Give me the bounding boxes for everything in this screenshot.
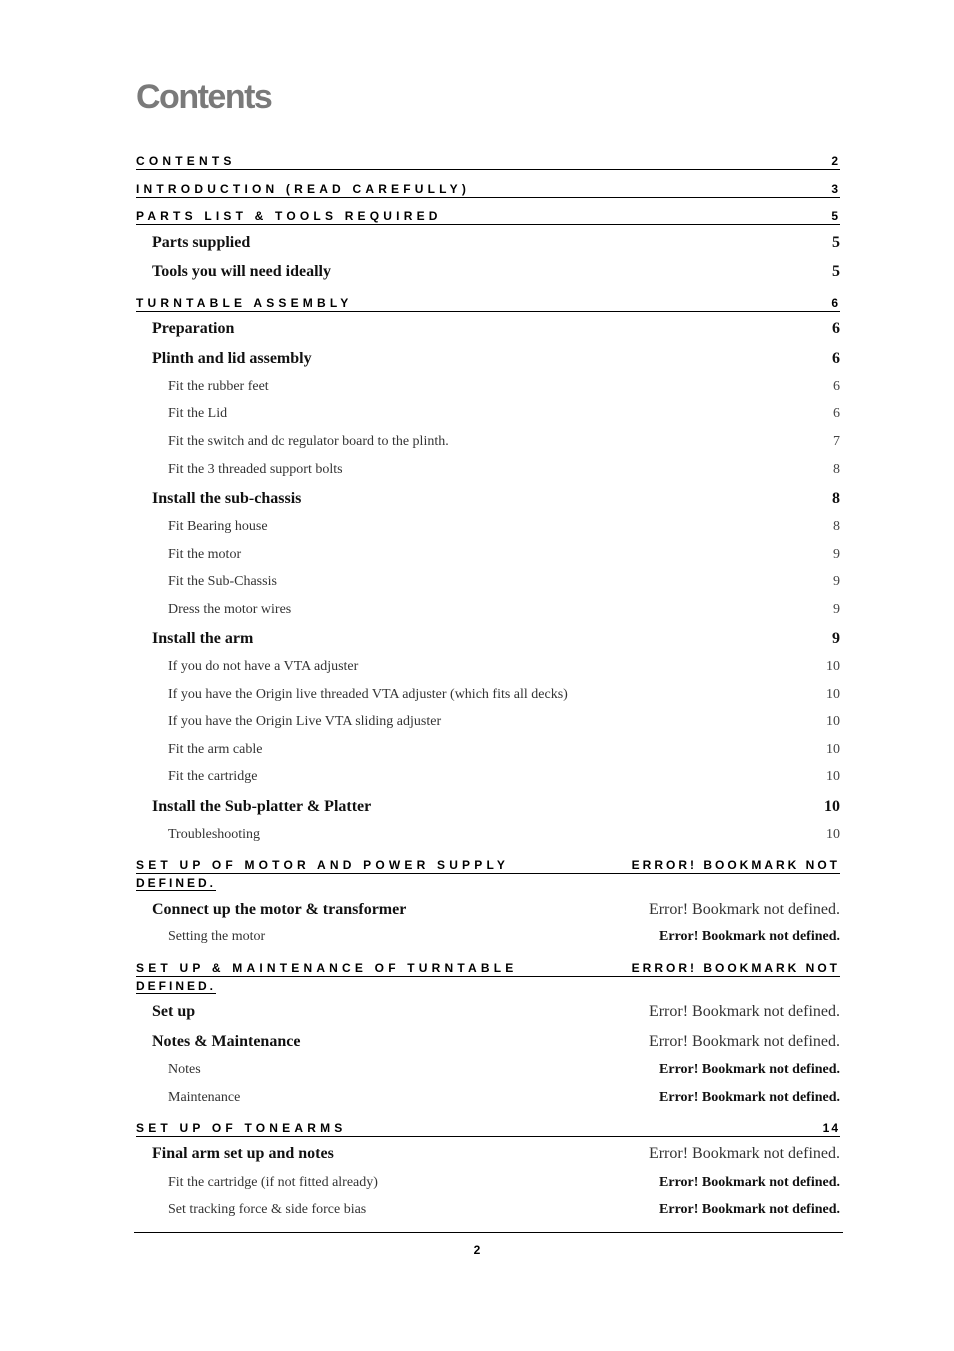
toc-page-ref: 10 [826,714,840,729]
toc-page-ref: 9 [833,602,840,617]
toc-section[interactable] [136,901,840,919]
toc-page-ref: 10 [826,742,840,757]
toc-page-ref: Error! Bookmark not defined. [659,929,840,944]
toc-section[interactable] [136,798,840,816]
toc-page-ref: 10 [826,659,840,674]
toc-subsection[interactable] [136,929,840,945]
toc-subsection[interactable] [136,1062,840,1078]
toc-label: Fit the Lid [168,406,228,421]
toc-label: Preparation [152,320,235,337]
toc-subsection[interactable] [136,769,840,785]
toc-page-ref: 9 [833,574,840,589]
toc-label: Dress the motor wires [168,602,292,617]
toc-label: INTRODUCTION (READ CAREFULLY) [136,182,471,196]
toc-page-ref: Error! Bookmark not defined. [648,1145,840,1162]
toc-label: Connect up the motor & transformer [152,901,407,918]
toc-subsection[interactable] [136,827,840,843]
toc-section[interactable] [136,490,840,508]
toc-label: Plinth and lid assembly [152,350,312,367]
toc-label: SET UP OF MOTOR AND POWER SUPPLY [136,858,510,872]
toc-page-ref: Error! Bookmark not defined. [659,1202,840,1217]
toc-subsection[interactable] [136,574,840,590]
toc-label: Install the arm [152,630,254,647]
toc-label: Setting the motor [168,929,266,944]
toc-subsection[interactable] [136,406,840,422]
toc-subsection[interactable] [136,742,840,758]
toc-page-ref-continued: DEFINED. [136,979,217,993]
toc-page-ref: 6 [833,379,840,394]
toc-label: Fit the Sub-Chassis [168,574,277,589]
toc-page-ref: 2 [831,154,840,168]
footer-divider [134,1232,843,1233]
toc-page-ref: Error! Bookmark not defined. [659,1062,840,1077]
toc-section[interactable] [136,350,840,368]
toc-subsection[interactable] [136,659,840,675]
toc-page-ref: 10 [826,769,840,784]
toc-subsection[interactable] [136,602,840,618]
toc-page-ref: 6 [831,296,840,310]
toc-page-ref: Error! Bookmark not defined. [659,1090,840,1105]
toc-label: Parts supplied [152,234,251,251]
page-title: Contents [136,78,272,116]
toc-page-ref: 10 [826,687,840,702]
toc-page-ref: ERROR! BOOKMARK NOT [631,858,840,872]
toc-section[interactable] [136,1033,840,1051]
toc-subsection[interactable] [136,1175,840,1191]
toc-page-ref: Error! Bookmark not defined. [648,901,840,918]
toc-page-ref: 6 [832,320,840,337]
toc-page-ref: 7 [833,434,840,449]
toc-page-ref: Error! Bookmark not defined. [648,1003,840,1020]
page-number: 2 [473,1243,481,1257]
toc-label: Set up [152,1003,196,1020]
toc-label: SET UP & MAINTENANCE OF TURNTABLE [136,961,518,975]
toc-section[interactable] [136,234,840,252]
toc-page-ref: 8 [833,519,840,534]
toc-subsection[interactable] [136,379,840,395]
toc-label: Fit the rubber feet [168,379,269,394]
toc-label: Tools you will need ideally [152,263,331,280]
toc-page-ref: 8 [833,462,840,477]
toc-page-ref: 5 [832,234,840,251]
toc-label: Fit the switch and dc regulator board to the plinth. [168,434,449,449]
toc-section[interactable] [136,320,840,338]
toc-page-ref: ERROR! BOOKMARK NOT [631,961,840,975]
toc-subsection[interactable] [136,462,840,478]
toc-label: Install the sub-chassis [152,490,302,507]
toc-label: SET UP OF TONEARMS [136,1121,347,1135]
toc-heading[interactable] [136,295,840,312]
toc-subsection[interactable] [136,1202,840,1218]
toc-label: Troubleshooting [168,827,261,842]
toc-page-ref: Error! Bookmark not defined. [659,1175,840,1190]
toc-heading[interactable] [136,181,840,198]
toc-label: CONTENTS [136,154,236,168]
toc-label: Install the Sub-platter & Platter [152,798,372,815]
toc-heading[interactable] [136,960,840,995]
toc-label: Fit Bearing house [168,519,268,534]
toc-label: Set tracking force & side force bias [168,1202,367,1217]
toc-heading[interactable] [136,1120,840,1137]
toc-page-ref: 10 [824,798,840,815]
toc-page-ref: 5 [832,263,840,280]
toc-subsection[interactable] [136,519,840,535]
toc-page-ref: 5 [831,209,840,223]
toc-label: Fit the arm cable [168,742,263,757]
toc-label: TURNTABLE ASSEMBLY [136,296,353,310]
toc-subsection[interactable] [136,687,840,703]
toc-label: Notes [168,1062,201,1077]
toc-label: Fit the motor [168,547,242,562]
toc-heading[interactable] [136,208,840,225]
toc-page-ref: 6 [833,406,840,421]
toc-heading[interactable] [136,857,840,892]
toc-page-ref: 3 [831,182,840,196]
toc-label: If you have the Origin live threaded VTA adjuster (which fits all decks) [168,687,568,702]
toc-section[interactable] [136,263,840,281]
toc-section[interactable] [136,1003,840,1021]
toc-subsection[interactable] [136,547,840,563]
toc-label: Notes & Maintenance [152,1033,301,1050]
toc-subsection[interactable] [136,714,840,730]
toc-label: PARTS LIST & TOOLS REQUIRED [136,209,442,223]
toc-page-ref: 8 [832,490,840,507]
toc-page-ref: 10 [826,827,840,842]
toc-page-ref: 9 [833,547,840,562]
toc-label: Final arm set up and notes [152,1145,334,1162]
toc-label: Fit the cartridge [168,769,258,784]
toc-label: Fit the 3 threaded support bolts [168,462,343,477]
toc-section[interactable] [136,630,840,648]
toc-page-ref: 6 [832,350,840,367]
toc-page-ref: Error! Bookmark not defined. [648,1033,840,1050]
toc-subsection[interactable] [136,1090,840,1106]
toc-label: If you do not have a VTA adjuster [168,659,359,674]
toc-subsection[interactable] [136,434,840,450]
toc-label: Fit the cartridge (if not fitted already) [168,1175,378,1190]
toc-page-ref: 14 [822,1121,840,1135]
toc-label: If you have the Origin Live VTA sliding adjuster [168,714,442,729]
toc-page-ref: 9 [832,630,840,647]
toc-heading[interactable] [136,153,840,170]
toc-page-ref-continued: DEFINED. [136,876,217,890]
toc-section[interactable] [136,1145,840,1163]
toc-label: Maintenance [168,1090,241,1105]
